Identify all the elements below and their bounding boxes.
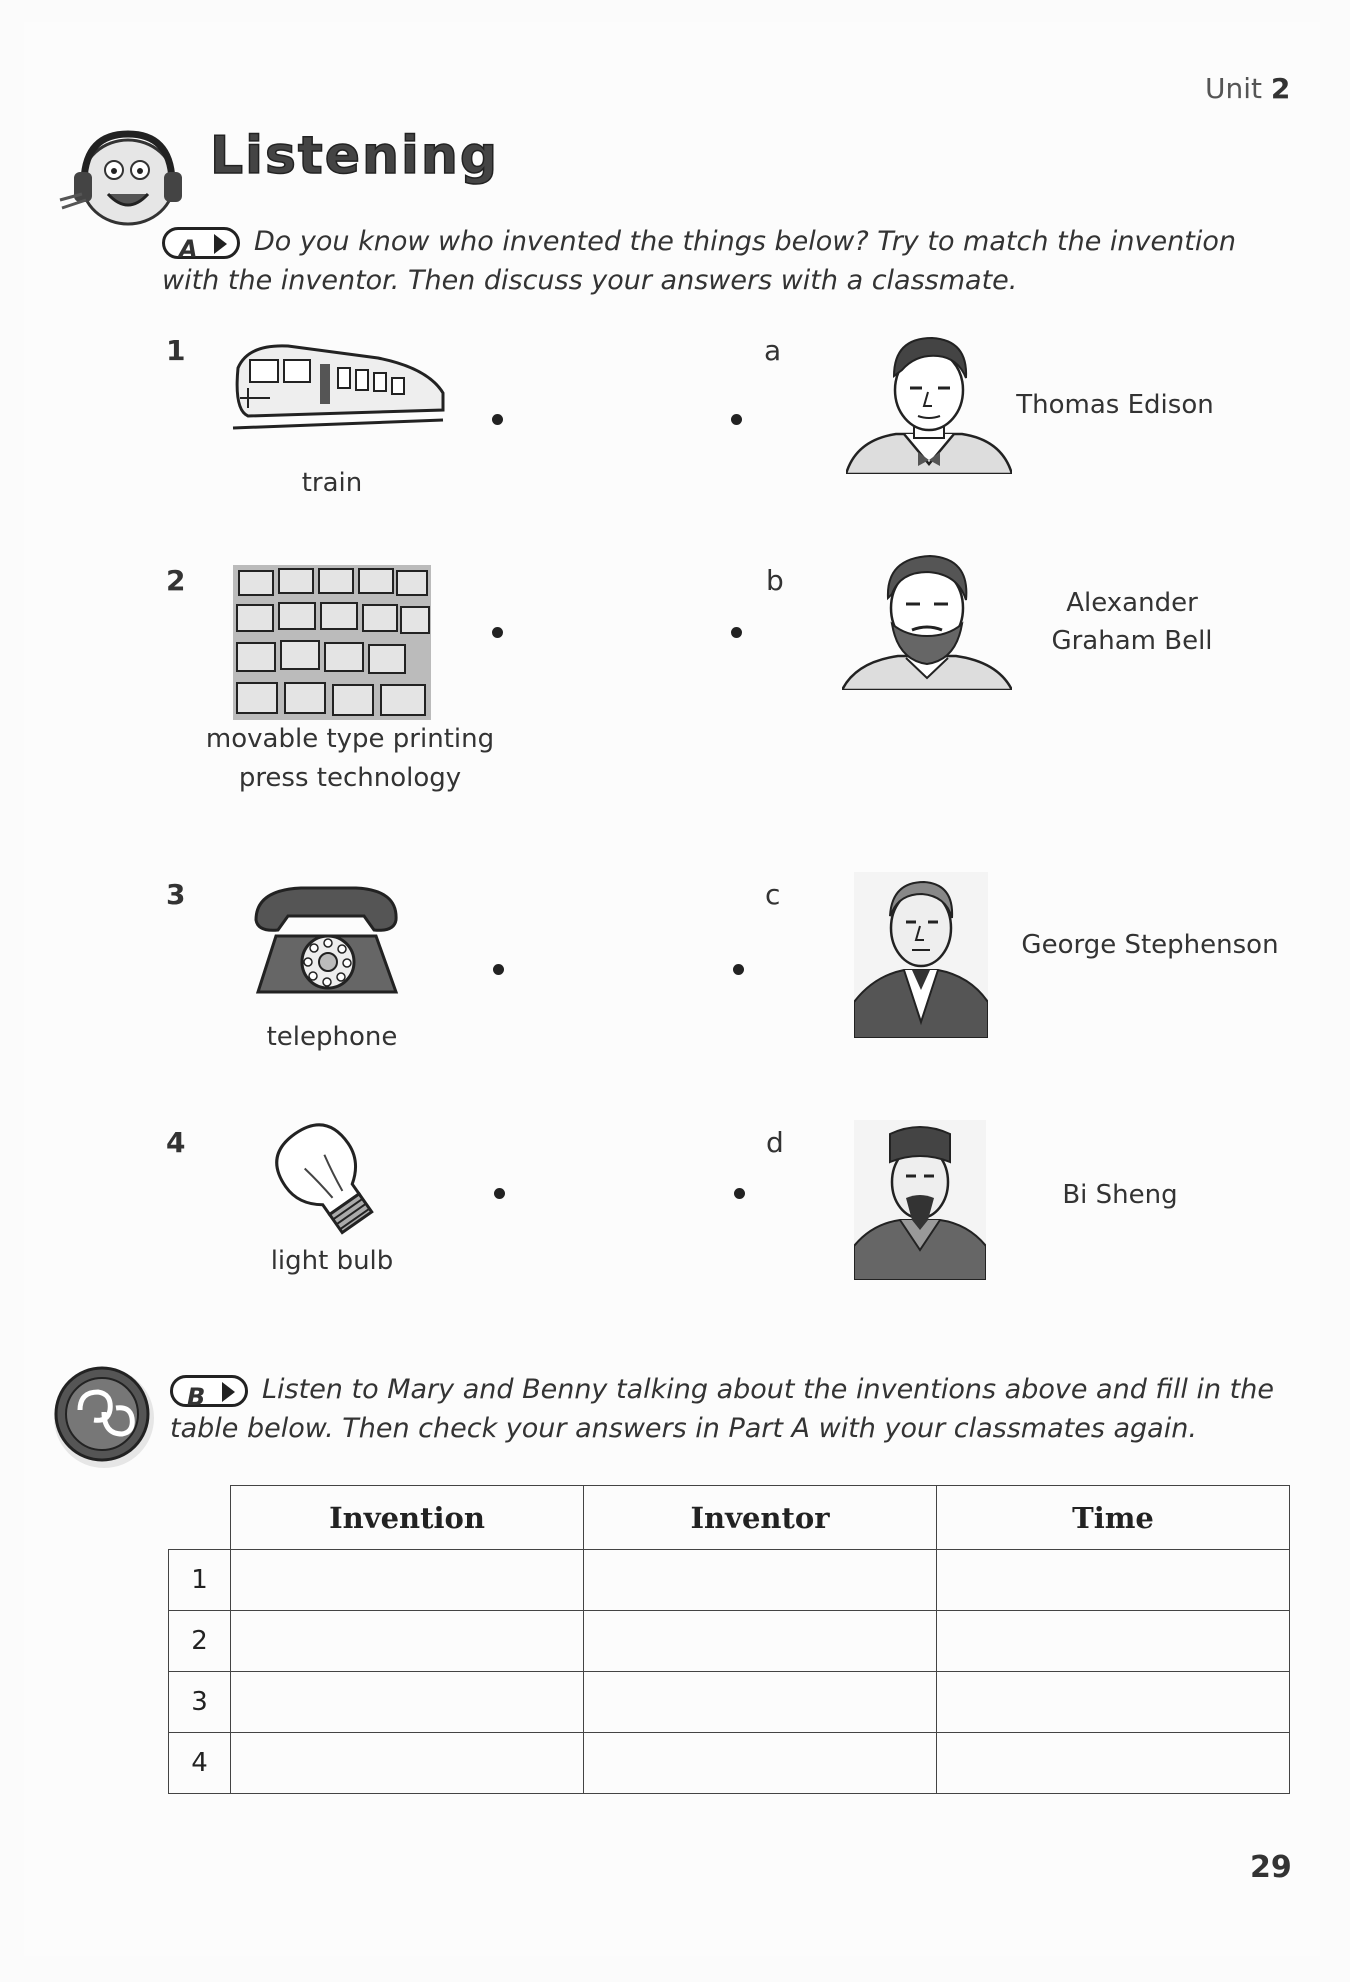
table-row-number: 4 (169, 1733, 231, 1794)
inventor-letter-b: b (766, 564, 784, 597)
invention-caption-1: train (301, 468, 363, 498)
invention-answer-cell[interactable] (231, 1672, 584, 1733)
inventor-answer-cell[interactable] (584, 1550, 937, 1611)
table-row (169, 1672, 1290, 1733)
part-a-badge-letter: A (179, 234, 198, 263)
play-triangle-icon (222, 1382, 235, 1402)
match-dot-inventor-d[interactable] (734, 1188, 745, 1199)
play-triangle-icon (214, 234, 227, 254)
section-title: Listening (210, 126, 500, 186)
stephenson-portrait-icon (854, 872, 988, 1038)
table-row-number: 2 (169, 1611, 231, 1672)
invention-caption-2 (190, 720, 510, 798)
movable-type-icon (233, 565, 431, 720)
inventor-name-b-line2: Graham Bell (1051, 626, 1213, 656)
invention-caption-2-line1: movable type printing (205, 724, 495, 754)
table-row (169, 1733, 1290, 1794)
part-b-instruction (170, 1370, 1290, 1448)
table-row-number: 3 (169, 1672, 231, 1733)
time-answer-cell[interactable] (937, 1611, 1290, 1672)
match-dot-inventor-a[interactable] (731, 414, 742, 425)
invention-number-2: 2 (166, 564, 186, 597)
invention-answer-cell[interactable] (231, 1733, 584, 1794)
edison-portrait-icon (846, 330, 1012, 474)
part-a-instruction-text: Do you know who invented the things below? Try to match the invention with the inventor. Then discuss your answers with a classmate. (162, 226, 1236, 296)
unit-label (1205, 72, 1290, 105)
time-answer-cell[interactable] (937, 1733, 1290, 1794)
table-row (169, 1550, 1290, 1611)
inventor-name-b-line1: Alexander (1066, 588, 1198, 618)
table-header-invention: Invention (231, 1486, 584, 1550)
mascot-headphones-icon (56, 120, 196, 230)
bell-portrait-icon (842, 550, 1012, 690)
table-header-inventor: Inventor (584, 1486, 937, 1550)
page-number: 29 (1250, 1850, 1292, 1885)
invention-caption-3: telephone (266, 1022, 398, 1052)
table-row (169, 1611, 1290, 1672)
train-icon (228, 338, 448, 443)
bi-sheng-portrait-icon (854, 1120, 986, 1280)
inventor-name-a: Thomas Edison (1016, 390, 1214, 420)
inventor-name-b (1022, 584, 1242, 660)
invention-number-1: 1 (166, 334, 186, 367)
inventor-answer-cell[interactable] (584, 1733, 937, 1794)
invention-answer-cell[interactable] (231, 1611, 584, 1672)
invention-number-4: 4 (166, 1126, 186, 1159)
table-header-time: Time (937, 1486, 1290, 1550)
inventor-answer-cell[interactable] (584, 1672, 937, 1733)
match-dot-invention-4[interactable] (494, 1188, 505, 1199)
inventor-letter-d: d (766, 1126, 784, 1159)
light-bulb-icon (258, 1118, 394, 1238)
match-dot-invention-3[interactable] (493, 964, 504, 975)
unit-number: 2 (1270, 72, 1291, 105)
part-a-instruction (162, 222, 1242, 300)
inventor-answer-cell[interactable] (584, 1611, 937, 1672)
table-row-number: 1 (169, 1550, 231, 1611)
invention-number-3: 3 (166, 878, 186, 911)
match-dot-inventor-c[interactable] (733, 964, 744, 975)
table-corner-cell (169, 1486, 231, 1550)
unit-word: Unit (1205, 72, 1262, 105)
time-answer-cell[interactable] (937, 1672, 1290, 1733)
part-a-badge (162, 227, 240, 263)
part-b-badge-letter: B (187, 1382, 206, 1411)
match-dot-inventor-b[interactable] (731, 627, 742, 638)
part-b-instruction-text: Listen to Mary and Benny talking about the inventions above and fill in the table below. Then check your answers in Part A with your classmates again. (170, 1374, 1274, 1444)
inventor-name-d: Bi Sheng (1062, 1180, 1178, 1210)
audio-disc-icon (50, 1362, 160, 1472)
inventor-letter-c: c (765, 878, 781, 911)
table-header-row (169, 1486, 1290, 1550)
invention-caption-2-line2: press technology (238, 763, 462, 793)
inventor-letter-a: a (764, 334, 782, 367)
invention-answer-cell[interactable] (231, 1550, 584, 1611)
time-answer-cell[interactable] (937, 1550, 1290, 1611)
part-b-badge (170, 1375, 248, 1411)
inventor-name-c: George Stephenson (1021, 930, 1279, 960)
telephone-icon (246, 880, 406, 1005)
match-dot-invention-1[interactable] (492, 414, 503, 425)
invention-caption-4: light bulb (270, 1246, 394, 1276)
match-dot-invention-2[interactable] (492, 627, 503, 638)
answer-table (168, 1485, 1290, 1794)
